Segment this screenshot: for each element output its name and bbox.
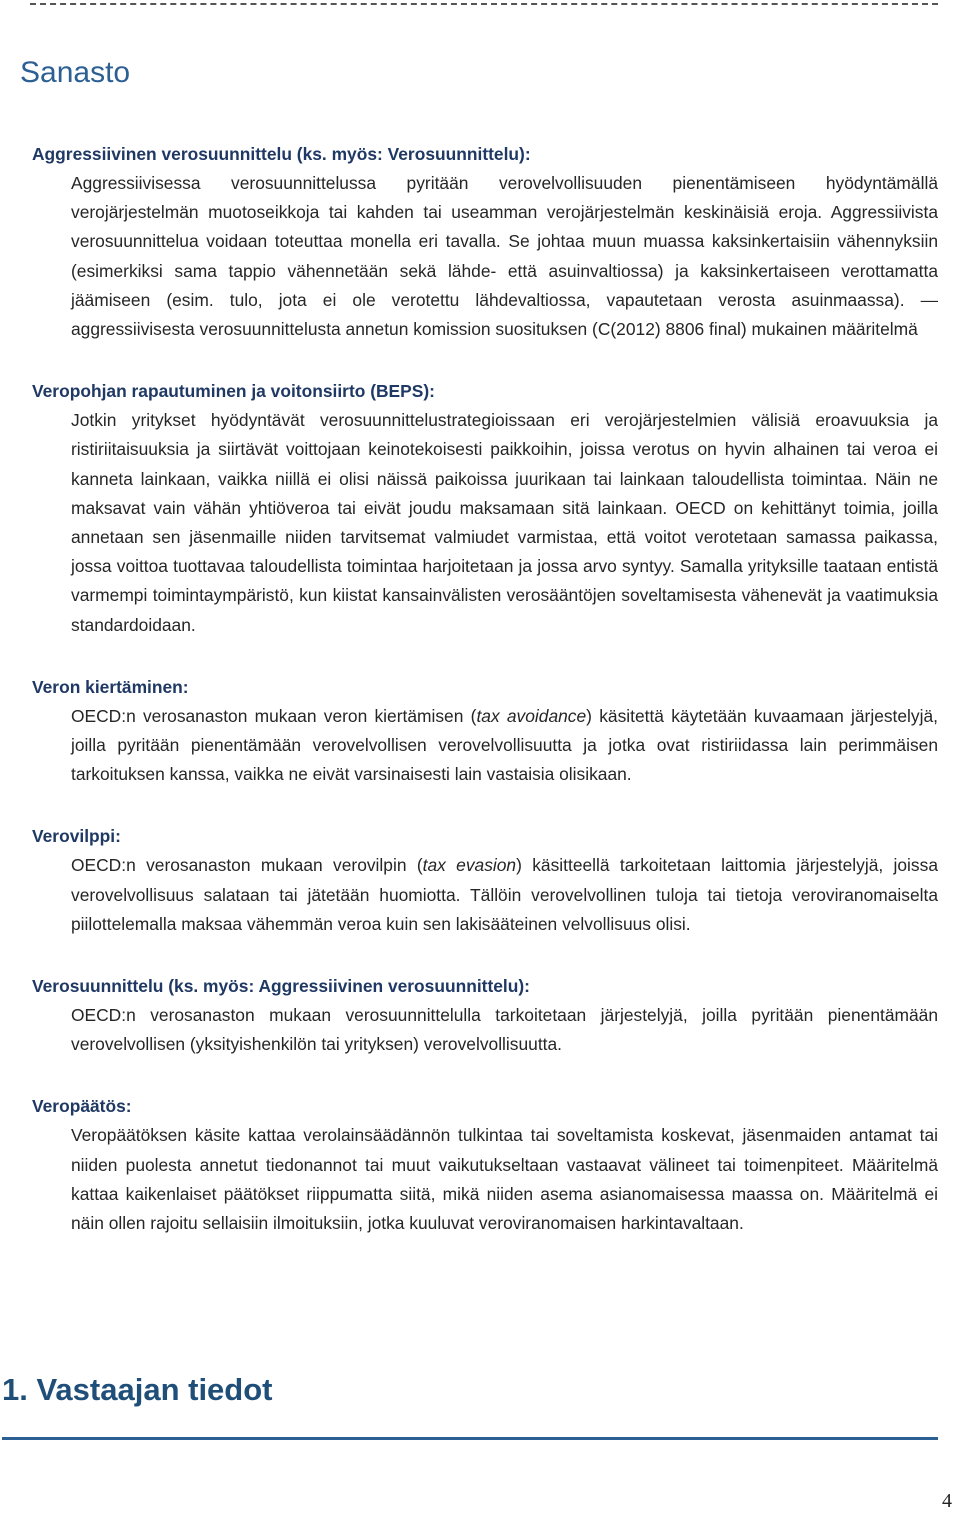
definition-text: Veropäätöksen käsite kattaa verolainsäädännön tulkintaa tai soveltamista koskevat, jäsenmaiden antamat tai niiden puolesta annetut tiedonannot tai muut vaikutukseltaan vastaavat välineet tai toimenpiteet. Määritelmä kattaa kaikenlaiset päätökset riippumatta siitä, mikä niiden asema asianomaisessa maassa on. Määritelmä ei näin ollen rajoitu sellaisiin ilmoituksiin, jotka kuuluvat veroviranomaisen harkintavaltaan. <box>71 1125 938 1234</box>
definition-italic-term: tax evasion <box>422 855 517 876</box>
definition-italic-term: tax avoidance <box>476 705 587 726</box>
glossary-entry <box>32 1092 938 1238</box>
glossary-term: Verovilppi: <box>32 826 121 847</box>
glossary-entry <box>32 673 938 790</box>
definition-text: Jotkin yritykset hyödyntävät verosuunnittelustrategioissaan eri verojärjestelmien välisiä eroavuuksia ja ristiriitaisuuksia ja siirtävät voittojaan keinotekoisesti paikkoihin, joissa verotus on hyvin alhainen tai veroa ei kanneta lainkaan, vaikka niillä ei olisi näissä paikoissa juurikaan tai lainkaan taloudellista toimintaa. Näin ne maksavat vain vähän yhtiöveroa tai eivät joudu maksamaan sitä lainkaan. OECD on kehittänyt toimia, joilla annetaan sen jäsenmaille niiden tarvitsemat valmiudet varmistaa, että voitot verotetaan samassa paikassa, jossa voittoa tuottavaa taloudellista toimintaa harjoitetaan ja jossa arvo syntyy. Samalla yrityksille taataan entistä varmempi toimintaympäristö, kun kiistat kansainvälisten verosääntöjen soveltamisesta vähenevät ja vaatimuksia standardoidaan. <box>71 410 938 635</box>
glossary-definition <box>71 406 938 640</box>
definition-text: OECD:n verosanaston mukaan verosuunnittelulla tarkoitetaan järjestelyjä, joilla pyritään pienentämään verovelvollisen (yksityishenkilön tai yrityksen) verovelvollisuutta. <box>71 1005 938 1055</box>
section-divider <box>2 1437 938 1440</box>
glossary-term: Veropäätös: <box>32 1096 132 1117</box>
glossary-definition <box>71 1001 938 1059</box>
definition-text: OECD:n verosanaston mukaan veron kiertämisen ( <box>71 705 477 726</box>
glossary-list <box>32 140 938 1271</box>
glossary-definition <box>71 1121 938 1238</box>
glossary-entry <box>32 377 938 640</box>
glossary-term: Aggressiivinen verosuunnittelu (ks. myös: Verosuunnittelu): <box>32 144 531 164</box>
page-number: 4 <box>942 1490 952 1512</box>
glossary-entry <box>32 140 938 344</box>
section-heading: 1. Vastaajan tiedot <box>2 1372 273 1407</box>
definition-text: OECD:n verosanaston mukaan verovilpin ( <box>71 855 423 876</box>
glossary-term: Verosuunnittelu (ks. myös: Aggressiivinen verosuunnittelu): <box>32 976 530 997</box>
glossary-entry <box>32 822 938 939</box>
definition-text: Aggressiivisessa verosuunnittelussa pyritään verovelvollisuuden pienentämiseen hyödyntämällä verojärjestelmän muotoseikkoja tai kahden tai useamman verojärjestelmän keskinäisiä eroja. Aggressiivista verosuunnittelua voidaan toteuttaa monella eri tavalla. Se johtaa muun muassa kaksinkertaisiin vähennyksiin (esimerkiksi sama tappio vähennetään sekä lähde- että asuinvaltiossa) ja kaksinkertaiseen verottamatta jäämiseen (esim. tulo, jota ei ole verotettu lähdevaltiossa, vapautetaan verosta asuinmaassa). ― aggressiivisesta verosuunnittelusta annetun komission suosituksen (C(2012) 8806 final) mukainen määritelmä <box>71 173 938 340</box>
glossary-definition <box>71 169 938 344</box>
page-title: Sanasto <box>20 56 131 89</box>
glossary-definition <box>71 702 938 790</box>
glossary-term: Veron kiertäminen: <box>32 676 189 697</box>
top-dashed-divider <box>30 3 938 5</box>
definition-text: ) käsitettä käytetään kuvaamaan järjestelyjä, joilla pyritään pienentämään verovelvollisen verovelvollisuutta ja jotka ovat ristiriidassa lain perimmäisen tarkoituksen kanssa, vaikka ne eivät varsinaisesti lain vastaisia olisikaan. <box>71 705 938 785</box>
definition-text: ) käsitteellä tarkoitetaan laittomia järjestelyjä, joissa verovelvollisuus salataan tai jätetään huomiotta. Tällöin verovelvollinen tuloja tai tietoja veroviranomaiselta piilottelemalla maksaa vähemmän veroa kuin sen lakisääteinen velvollisuus olisi. <box>71 855 938 934</box>
glossary-term: Veropohjan rapautuminen ja voitonsiirto (BEPS): <box>32 381 435 402</box>
glossary-definition <box>71 851 938 939</box>
glossary-entry <box>32 972 938 1059</box>
